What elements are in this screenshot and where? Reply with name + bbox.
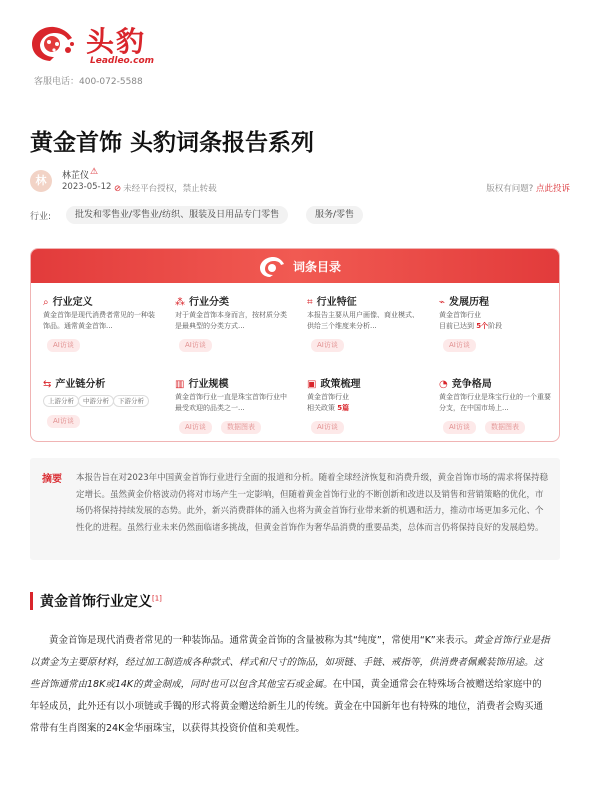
section-body [30,630,550,740]
ai-interview-chip[interactable]: AI访谈 [311,339,344,352]
brand-site: Leadleo.com [90,56,155,66]
ai-interview-chip[interactable]: AI访谈 [47,339,80,352]
toc-item-title: 产业链分析 [55,379,106,390]
ai-interview-chip[interactable]: AI访谈 [443,421,476,434]
feedback-prefix: 版权有问题? [486,184,534,194]
toc-item-chain[interactable] [43,375,161,441]
toc-desc-prefix: 黄金首饰行业 相关政策 [307,393,349,412]
toc-item-desc [307,392,419,414]
summary-text: 本报告旨在对2023年中国黄金首饰行业进行全面的报道和分析。随着全球经济恢复和消费升级，黄金首饰市场的需求将保持稳定增长。虽然黄金价格波动仍将对市场产生一定影响，但随着黄金首饰行业的不断创新和改进以及销售和营销策略的优化，市场仍将保持持续发展的态势。此外，新兴消费群体的涌入也将为黄金首饰行业带来新的机遇和活力，推动市场更加多元化、个性化的进程。虽然行业未来仍然面临诸多挑战，但黄金首饰作为奢华品消费的重要品类，总体而言仍将保持良好的发展趋势。 [76,473,549,533]
toc-item-desc: 对于黄金首饰本身而言，按材质分类是最典型的分类方式... [175,311,287,330]
toc-item-features[interactable] [307,293,425,359]
report-link[interactable]: 点此投诉 [535,184,570,194]
toc-item-title: 行业特征 [316,297,357,308]
pie-chart-icon: ◔ [439,379,448,390]
author-badge-icon: ⚠ [90,167,99,177]
copyright-warning [114,182,217,194]
toc-item-history[interactable] [439,293,557,359]
toc-item-scale[interactable] [175,375,293,441]
toc-item-title: 行业定义 [52,297,93,308]
feature-icon: ⌗ [307,297,313,308]
toc-item-definition[interactable] [43,293,161,359]
toc-item-title: 发展历程 [449,297,490,308]
copyright-feedback [486,182,570,194]
policy-count: 5篇 [337,404,350,412]
ai-interview-chip[interactable]: AI访谈 [47,415,80,428]
toc-item-policy[interactable] [307,375,425,441]
toc-desc-suffix: 阶段 [488,322,503,330]
brand-name: 头豹 [86,25,147,58]
reference-link[interactable]: [1] [152,594,162,603]
stage-count: 5个 [476,322,489,330]
leopard-icon [257,254,287,278]
leopard-logo-icon [28,22,76,62]
ai-interview-chip[interactable]: AI访谈 [311,421,344,434]
toc-item-classification[interactable] [175,293,293,359]
toc-item-desc [439,310,551,332]
copyright-warning-text: 未经平台授权，禁止转载 [123,184,217,194]
table-of-contents [30,248,560,442]
hotline-text: 客服电话：400-072-5588 [34,77,143,87]
industry-tag[interactable]: 批发和零售业/零售业/纺织、服装及日用品专门零售 [66,206,288,224]
toc-item-competition[interactable] [439,375,557,441]
body-italic-definition: 黄金首饰行业是指以黄金为主要原材料，经过加工制造成各种款式、样式和尺寸的饰品，如项链、手链、戒指等，供消费者佩戴装饰用途。这些首饰通常由18K或14K的黄金制成，同时也可以包含其他宝石或金属。 [30,635,550,690]
midstream-chip[interactable]: 中游分析 [78,395,114,407]
industry-tag[interactable]: 服务/零售 [306,206,363,224]
industry-label: 行业: [30,212,52,222]
author-row [30,168,570,198]
toc-item-title: 行业分类 [189,297,229,308]
toc-desc-prefix: 黄金首饰行业 目前已达到 [439,311,481,330]
section-accent-bar [30,592,33,610]
toc-title: 词条目录 [293,260,342,274]
page-title: 黄金首饰 头豹词条报告系列 [30,130,315,156]
ban-icon: ⊘ [114,184,122,194]
toc-item-desc: 黄金首饰行业一直是珠宝首饰行业中最受欢迎的品类之一... [175,393,287,412]
timeline-icon: ⌁ [439,297,446,308]
toc-item-title: 竞争格局 [451,379,492,390]
leadleo-logo[interactable] [28,18,168,70]
avatar[interactable]: 林 [30,170,52,192]
toc-item-title: 政策梳理 [320,379,361,390]
chain-icon: ⇆ [43,379,52,390]
search-icon: ⌕ [43,297,49,308]
summary-label: 摘要 [42,474,62,485]
body-paragraph: 黄金首饰是现代消费者常见的一种装饰品。通常黄金首饰的含量被称为其“纯度”，常使用“K”来表示。 [49,635,474,646]
toc-item-desc: 黄金首饰行业是珠宝行业的一个重要分支，在中国市场上... [439,393,551,412]
summary-box [30,458,560,560]
downstream-chip[interactable]: 下游分析 [113,395,149,407]
data-chart-chip[interactable]: 数据图表 [485,421,525,434]
data-chart-chip[interactable]: 数据图表 [221,421,261,434]
body-paragraph: 在中国，黄金通常会在特殊场合被赠送给家庭中的年轻成员，此外还有以小项链或手镯的形式将黄金赠送给新生儿的传统。黄金在中国新年也有特殊的地位，消费者会购买通常带有生肖图案的24K金华丽珠宝，以获得其投资价值和美观性。 [30,679,544,734]
ai-interview-chip[interactable]: AI访谈 [179,421,212,434]
toc-item-desc: 黄金首饰是现代消费者常见的一种装饰品。通常黄金首饰... [43,311,155,330]
section-title-text: 黄金首饰行业定义 [40,594,152,610]
ai-interview-chip[interactable]: AI访谈 [179,339,212,352]
toc-banner [31,249,559,283]
toc-item-desc: 本报告主要从用户画像、商业模式、供给三个维度来分析... [307,311,419,330]
upstream-chip[interactable]: 上游分析 [43,395,79,407]
ai-interview-chip[interactable]: AI访谈 [443,339,476,352]
section-title [40,591,162,611]
publish-date: 2023-05-12 [62,182,112,192]
policy-icon: ▣ [307,379,317,390]
hierarchy-icon: ⁂ [175,297,185,308]
toc-item-title: 行业规模 [188,379,229,390]
author-name[interactable]: 林芷仪 [62,171,90,181]
bar-chart-icon: ▥ [175,379,185,390]
